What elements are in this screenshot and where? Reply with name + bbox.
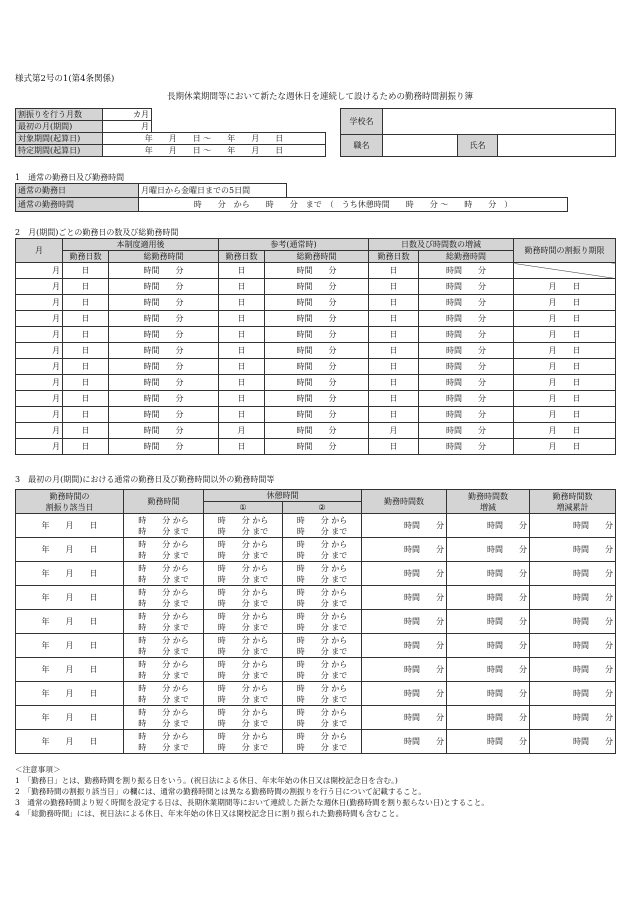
work-time-cell[interactable]: 時 分 から 時 分 まで (124, 730, 204, 754)
month-cell[interactable]: 月 (16, 279, 63, 295)
schedule-limit-cell[interactable]: 月 日 (514, 407, 616, 423)
form-id: 様式第2号の1(第4条関係) (15, 74, 115, 84)
cumulative-cell[interactable]: 時間 分 (530, 610, 616, 634)
break2-cell[interactable]: 時 分 から 時 分 まで (283, 610, 362, 634)
ref-hours-cell[interactable]: 時間 分 (265, 407, 369, 423)
normal-days-label: 通常の勤務日 (16, 184, 139, 198)
break2-cell[interactable]: 時 分 から 時 分 まで (283, 634, 362, 658)
diff-hours-cell[interactable]: 時間 分 (419, 391, 514, 407)
normal-days-value: 月曜日から金曜日までの5日間 (139, 184, 287, 198)
ref-hours-cell[interactable]: 時間 分 (265, 439, 369, 455)
schedule-row (16, 682, 616, 706)
cumulative-cell[interactable]: 時間 分 (530, 730, 616, 754)
work-days-cell[interactable]: 日 (63, 359, 109, 375)
break1-cell[interactable]: 時 分 から 時 分 まで (204, 562, 283, 586)
total-hours-cell[interactable]: 時間 分 (109, 439, 219, 455)
ref-days-cell[interactable]: 日 (219, 391, 265, 407)
schedule-limit-cell[interactable]: 月 日 (514, 423, 616, 439)
diff-days-cell[interactable]: 日 (369, 391, 419, 407)
month-cell[interactable]: 月 (16, 327, 63, 343)
schedule-date-cell[interactable]: 年 月 日 (16, 682, 124, 706)
header-value-specific-period[interactable]: 年 月 日 ～ 年 月 日 (103, 145, 326, 157)
schedule-row (16, 586, 616, 610)
hours-cell[interactable]: 時間 分 (362, 682, 447, 706)
total-header: 総勤務時間 (265, 251, 369, 263)
cumulative-cell[interactable]: 時間 分 (530, 658, 616, 682)
work-days-cell[interactable]: 日 (63, 391, 109, 407)
schedule-limit-cell[interactable]: 月 日 (514, 279, 616, 295)
normal-hours-label: 通常の勤務時間 (16, 198, 139, 212)
break1-cell[interactable]: 時 分 から 時 分 まで (204, 682, 283, 706)
schedule-limit-cell[interactable]: 月 日 (514, 295, 616, 311)
schedule-limit-cell[interactable]: 月 日 (514, 327, 616, 343)
schedule-date-cell[interactable]: 年 月 日 (16, 658, 124, 682)
diff-hours-cell[interactable]: 時間 分 (419, 279, 514, 295)
header-value-target-period[interactable]: 年 月 日 ～ 年 月 日 (103, 133, 326, 145)
monthly-row (16, 375, 616, 391)
cumulative-cell[interactable]: 時間 分 (530, 706, 616, 730)
work-time-cell[interactable]: 時 分 から 時 分 まで (124, 586, 204, 610)
break2-cell[interactable]: 時 分 から 時 分 まで (283, 682, 362, 706)
diff-hours-cell[interactable]: 時間 分 (419, 327, 514, 343)
schedule-row (16, 706, 616, 730)
month-cell[interactable]: 月 (16, 311, 63, 327)
break1-cell[interactable]: 時 分 から 時 分 まで (204, 730, 283, 754)
ref-days-cell[interactable]: 日 (219, 327, 265, 343)
ref-hours-cell[interactable]: 時間 分 (265, 295, 369, 311)
ref-days-cell[interactable]: 日 (219, 263, 265, 279)
reference-header: 参考(通常時) (219, 239, 369, 251)
schedule-row (16, 730, 616, 754)
schedule-limit-cell[interactable]: 月 日 (514, 343, 616, 359)
note-item: 3 通常の勤務時間より短く時間を設定する日は、長期休業期間等において連続した新たな週休日(勤務時間を割り振らない日)とすること。 (15, 798, 489, 807)
diff-hours-cell[interactable]: 時間 分 (419, 295, 514, 311)
month-cell[interactable]: 月 (16, 391, 63, 407)
hours-cell[interactable]: 時間 分 (362, 610, 447, 634)
diff-hours-cell[interactable]: 時間 分 (419, 359, 514, 375)
schedule-date-cell[interactable]: 年 月 日 (16, 562, 124, 586)
break2-cell[interactable]: 時 分 から 時 分 まで (283, 514, 362, 538)
month-cell[interactable]: 月 (16, 295, 63, 311)
work-time-cell[interactable]: 時 分 から 時 分 まで (124, 562, 204, 586)
ref-days-cell[interactable]: 日 (219, 407, 265, 423)
monthly-row (16, 407, 616, 423)
diff-hours-cell[interactable]: 時間 分 (419, 311, 514, 327)
ref-days-cell[interactable]: 日 (219, 359, 265, 375)
diff-days-cell[interactable]: 日 (369, 343, 419, 359)
monthly-row (16, 439, 616, 455)
hours-cell[interactable]: 時間 分 (362, 658, 447, 682)
work-time-cell[interactable]: 時 分 から 時 分 まで (124, 706, 204, 730)
diff-cell[interactable]: 時間 分 (447, 706, 530, 730)
schedule-date-cell[interactable]: 年 月 日 (16, 514, 124, 538)
ref-hours-cell[interactable]: 時間 分 (265, 343, 369, 359)
cumulative-cell[interactable]: 時間 分 (530, 682, 616, 706)
ref-days-cell[interactable]: 日 (219, 343, 265, 359)
difference-header: 日数及び時間数の増減 (369, 239, 514, 251)
school-label: 学校名 (341, 109, 383, 135)
work-days-cell[interactable]: 日 (63, 423, 109, 439)
work-days-cell[interactable]: 日 (63, 343, 109, 359)
work-days-cell[interactable]: 日 (63, 375, 109, 391)
break2-cell[interactable]: 時 分 から 時 分 まで (283, 730, 362, 754)
schedule-date-cell[interactable]: 年 月 日 (16, 586, 124, 610)
school-field[interactable] (383, 109, 616, 135)
ref-hours-cell[interactable]: 時間 分 (265, 327, 369, 343)
work-time-cell[interactable]: 時 分 から 時 分 まで (124, 682, 204, 706)
schedule-limit-cell[interactable]: 月 日 (514, 375, 616, 391)
name-field[interactable] (498, 135, 616, 157)
cumulative-cell[interactable]: 時間 分 (530, 562, 616, 586)
after-header: 本制度適用後 (63, 239, 219, 251)
note-item: 2 「勤務時間の割振り該当日」の欄には、通常の勤務時間とは異なる勤務時間の割振りを行う日について記載すること。 (15, 787, 426, 796)
work-days-cell[interactable]: 日 (63, 295, 109, 311)
hours-cell[interactable]: 時間 分 (362, 586, 447, 610)
work-time-header: 勤務時間 (124, 490, 204, 514)
name-label: 氏名 (458, 135, 498, 157)
break1-cell[interactable]: 時 分 から 時 分 まで (204, 706, 283, 730)
schedule-row (16, 658, 616, 682)
monthly-row (16, 311, 616, 327)
schedule-date-cell[interactable]: 年 月 日 (16, 730, 124, 754)
diff-hours-cell[interactable]: 時間 分 (419, 375, 514, 391)
hours-cell[interactable]: 時間 分 (362, 730, 447, 754)
hours-cell[interactable]: 時間 分 (362, 706, 447, 730)
ref-hours-cell[interactable]: 時間 分 (265, 279, 369, 295)
note-item: 1 「勤務日」とは、勤務時間を割り振る日をいう。(祝日法による休日、年末年始の休日又は開校記念日を含む。) (15, 776, 398, 785)
schedule-limit-cell[interactable] (514, 263, 616, 279)
monthly-row (16, 343, 616, 359)
total-hours-cell[interactable]: 時間 分 (109, 391, 219, 407)
break1-cell[interactable]: 時 分 から 時 分 まで (204, 610, 283, 634)
total-hours-cell[interactable]: 時間 分 (109, 295, 219, 311)
ref-days-cell[interactable]: 月 (219, 423, 265, 439)
monthly-row (16, 279, 616, 295)
schedule-row (16, 538, 616, 562)
header-label: 対象期間(起算日) (16, 133, 103, 145)
diff-days-cell[interactable]: 日 (369, 311, 419, 327)
section3-heading: 3 最初の月(期間)における通常の勤務日及び勤務時間以外の勤務時間等 (15, 475, 275, 484)
ref-hours-cell[interactable]: 時間 分 (265, 311, 369, 327)
schedule-date-cell[interactable]: 年 月 日 (16, 538, 124, 562)
ref-hours-cell[interactable]: 時間 分 (265, 263, 369, 279)
diff-header: 勤務時間数 増減 (447, 490, 530, 514)
total-hours-cell[interactable]: 時間 分 (109, 327, 219, 343)
header-info-table (15, 108, 326, 157)
diff-days-cell[interactable]: 月 (369, 423, 419, 439)
ref-days-cell[interactable]: 日 (219, 295, 265, 311)
ref-hours-cell[interactable]: 時間 分 (265, 391, 369, 407)
section3-table (15, 489, 616, 754)
total-hours-cell[interactable]: 時間 分 (109, 311, 219, 327)
break1-cell[interactable]: 時 分 から 時 分 まで (204, 514, 283, 538)
month-cell[interactable]: 月 (16, 359, 63, 375)
diff-cell[interactable]: 時間 分 (447, 538, 530, 562)
diff-days-cell[interactable]: 日 (369, 375, 419, 391)
monthly-row (16, 295, 616, 311)
days-header: 勤務日数 (63, 251, 109, 263)
work-days-cell[interactable]: 日 (63, 327, 109, 343)
ref-days-cell[interactable]: 日 (219, 279, 265, 295)
header-value-first-month[interactable]: 月 (103, 121, 152, 133)
diff-cell[interactable]: 時間 分 (447, 658, 530, 682)
work-days-cell[interactable]: 日 (63, 311, 109, 327)
schedule-limit-cell[interactable]: 月 日 (514, 439, 616, 455)
break2-header: ② (283, 502, 362, 514)
work-time-cell[interactable]: 時 分 から 時 分 まで (124, 538, 204, 562)
schedule-row (16, 562, 616, 586)
hours-cell[interactable]: 時間 分 (362, 514, 447, 538)
header-label: 最初の月(期間) (16, 121, 103, 133)
work-days-cell[interactable]: 日 (63, 279, 109, 295)
normal-hours-value[interactable]: 時 分 から 時 分 まで （ うち休憩時間 時 分 ～ 時 分 ） (139, 198, 568, 212)
total-hours-cell[interactable]: 時間 分 (109, 375, 219, 391)
total-header: 総勤務時間 (419, 251, 514, 263)
total-hours-cell[interactable]: 時間 分 (109, 263, 219, 279)
diff-hours-cell[interactable]: 時間 分 (419, 263, 514, 279)
break2-cell[interactable]: 時 分 から 時 分 まで (283, 562, 362, 586)
schedule-limit-cell[interactable]: 月 日 (514, 391, 616, 407)
schedule-limit-cell[interactable]: 月 日 (514, 311, 616, 327)
diff-cell[interactable]: 時間 分 (447, 586, 530, 610)
ref-days-cell[interactable]: 日 (219, 375, 265, 391)
monthly-row (16, 423, 616, 439)
month-cell[interactable]: 月 (16, 439, 63, 455)
ref-hours-cell[interactable]: 時間 分 (265, 375, 369, 391)
cumulative-cell[interactable]: 時間 分 (530, 586, 616, 610)
schedule-row (16, 634, 616, 658)
notes-heading: ＜注意事項＞ (15, 765, 61, 774)
diff-days-cell[interactable]: 日 (369, 407, 419, 423)
break2-cell[interactable]: 時 分 から 時 分 まで (283, 706, 362, 730)
work-days-cell[interactable]: 日 (63, 439, 109, 455)
document-title: 長期休業期間等において新たな週休日を連続して設けるための勤務時間割振り簿 (166, 92, 473, 102)
header-label: 特定期間(起算日) (16, 145, 103, 157)
hours-cell[interactable]: 時間 分 (362, 634, 447, 658)
schedule-row (16, 514, 616, 538)
break1-cell[interactable]: 時 分 から 時 分 まで (204, 538, 283, 562)
month-cell[interactable]: 月 (16, 423, 63, 439)
month-cell[interactable]: 月 (16, 407, 63, 423)
schedule-row (16, 610, 616, 634)
diff-days-cell[interactable]: 日 (369, 439, 419, 455)
diff-hours-cell[interactable]: 時間 分 (419, 423, 514, 439)
diff-days-cell[interactable]: 日 (369, 263, 419, 279)
total-hours-cell[interactable]: 時間 分 (109, 407, 219, 423)
section2-table (15, 238, 616, 455)
diff-cell[interactable]: 時間 分 (447, 634, 530, 658)
diff-cell[interactable]: 時間 分 (447, 682, 530, 706)
month-cell[interactable]: 月 (16, 375, 63, 391)
cumulative-cell[interactable]: 時間 分 (530, 634, 616, 658)
diff-days-cell[interactable]: 日 (369, 295, 419, 311)
total-hours-cell[interactable]: 時間 分 (109, 279, 219, 295)
cumulative-header: 勤務時間数 増減累計 (530, 490, 616, 514)
diff-cell[interactable]: 時間 分 (447, 730, 530, 754)
break1-cell[interactable]: 時 分 から 時 分 まで (204, 634, 283, 658)
diff-cell[interactable]: 時間 分 (447, 562, 530, 586)
ref-days-cell[interactable]: 日 (219, 311, 265, 327)
diff-cell[interactable]: 時間 分 (447, 514, 530, 538)
days-header: 勤務日数 (219, 251, 265, 263)
break2-cell[interactable]: 時 分 から 時 分 まで (283, 658, 362, 682)
hours-cell[interactable]: 時間 分 (362, 538, 447, 562)
school-info-table (340, 108, 616, 157)
section2-heading: 2 月(期間)ごとの勤務日の数及び総勤務時間 (15, 228, 179, 237)
notes (15, 764, 489, 819)
work-days-cell[interactable]: 日 (63, 407, 109, 423)
break2-cell[interactable]: 時 分 から 時 分 まで (283, 586, 362, 610)
diff-hours-cell[interactable]: 時間 分 (419, 343, 514, 359)
schedule-date-cell[interactable]: 年 月 日 (16, 610, 124, 634)
work-days-cell[interactable]: 日 (63, 263, 109, 279)
date-header: 勤務時間の 割振り該当日 (16, 490, 124, 514)
ref-days-cell[interactable]: 日 (219, 439, 265, 455)
hours-header: 勤務時間数 (362, 490, 447, 514)
monthly-row (16, 391, 616, 407)
position-field[interactable] (383, 135, 458, 157)
diff-hours-cell[interactable]: 時間 分 (419, 407, 514, 423)
work-time-cell[interactable]: 時 分 から 時 分 まで (124, 514, 204, 538)
hours-cell[interactable]: 時間 分 (362, 562, 447, 586)
diff-days-cell[interactable]: 日 (369, 279, 419, 295)
monthly-row (16, 327, 616, 343)
section1-heading: 1 通常の勤務日及び勤務時間 (15, 173, 125, 182)
schedule-date-cell[interactable]: 年 月 日 (16, 634, 124, 658)
cumulative-cell[interactable]: 時間 分 (530, 514, 616, 538)
diff-days-cell[interactable]: 日 (369, 359, 419, 375)
monthly-row (16, 359, 616, 375)
header-label: 割振りを行う月数 (16, 109, 103, 121)
total-header: 総勤務時間 (109, 251, 219, 263)
section1-table (15, 183, 568, 212)
ref-hours-cell[interactable]: 時間 分 (265, 423, 369, 439)
month-cell[interactable]: 月 (16, 263, 63, 279)
break1-cell[interactable]: 時 分 から 時 分 まで (204, 658, 283, 682)
total-hours-cell[interactable]: 時間 分 (109, 359, 219, 375)
work-time-cell[interactable]: 時 分 から 時 分 まで (124, 658, 204, 682)
work-time-cell[interactable]: 時 分 から 時 分 まで (124, 634, 204, 658)
break2-cell[interactable]: 時 分 から 時 分 まで (283, 538, 362, 562)
schedule-limit-cell[interactable]: 月 日 (514, 359, 616, 375)
work-time-cell[interactable]: 時 分 から 時 分 まで (124, 610, 204, 634)
month-header: 月 (16, 239, 63, 263)
schedule-limit-header: 勤務時間の割振り期限 (514, 239, 616, 263)
diff-cell[interactable]: 時間 分 (447, 610, 530, 634)
monthly-row (16, 263, 616, 279)
ref-hours-cell[interactable]: 時間 分 (265, 359, 369, 375)
month-cell[interactable]: 月 (16, 343, 63, 359)
diff-days-cell[interactable]: 日 (369, 327, 419, 343)
diff-hours-cell[interactable]: 時間 分 (419, 439, 514, 455)
days-header: 勤務日数 (369, 251, 419, 263)
position-label: 職名 (341, 135, 383, 157)
total-hours-cell[interactable]: 時間 分 (109, 343, 219, 359)
break-time-header: 休憩時間 (204, 490, 362, 502)
cumulative-cell[interactable]: 時間 分 (530, 538, 616, 562)
break1-header: ① (204, 502, 283, 514)
break1-cell[interactable]: 時 分 から 時 分 まで (204, 586, 283, 610)
schedule-date-cell[interactable]: 年 月 日 (16, 706, 124, 730)
header-value-months[interactable]: カ月 (103, 109, 152, 121)
note-item: 4 「総勤務時間」には、祝日法による休日、年末年始の休日又は開校記念日に割り振られた勤務時間も含むこと。 (15, 809, 404, 818)
total-hours-cell[interactable]: 時間 分 (109, 423, 219, 439)
